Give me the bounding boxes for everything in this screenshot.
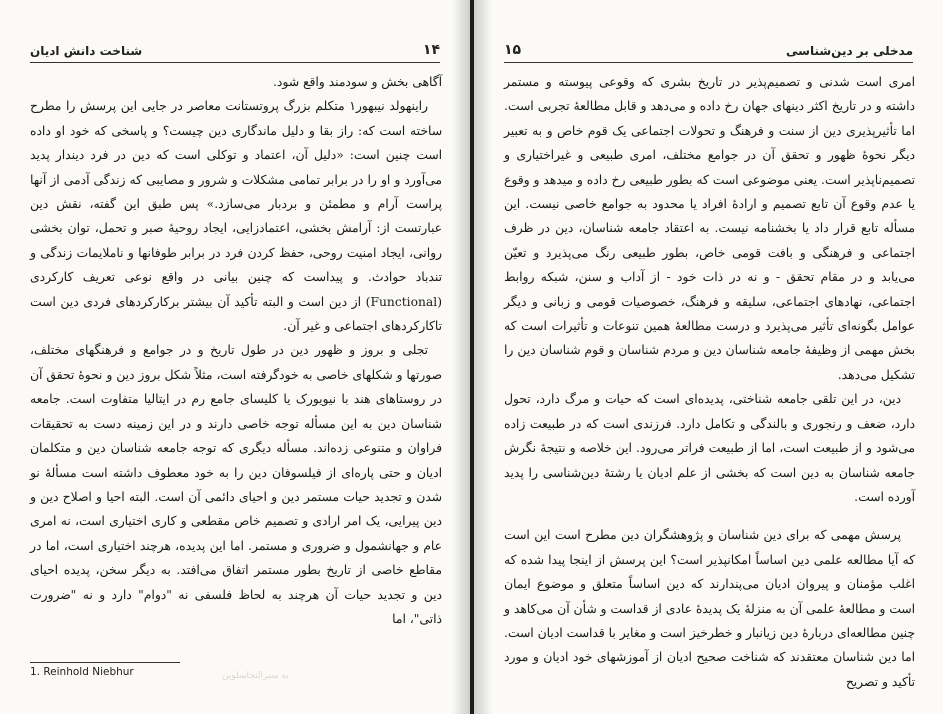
paragraph: آگاهی بخش و سودمند واقع شود. — [273, 75, 442, 89]
right-page-body — [504, 70, 915, 694]
paragraph: راینهولد نیبهور۱ متکلم بزرگ پروتستانت معاصر در جایی این پرسش را مطرح ساخته است که: راز بقا و دلیل ماندگاری دین چیست؟ و پاسخی که خود او داده است چنین است: «دلیل آن، اعتماد و توکلی است که دین در فرد دیندار پدید می‌آورد و او را در برابر تمامی مشکلات و شرور و مصایبی که زندگی آدمی از آنها پراست آرام و مطمئن و بردبار می‌سازد.» پس طبق این گفته، نقش دین عبارتست از: آرامش بخشی، اعتمادزایی، ایجاد روحیهٔ صبر و تحمل، توان بخشی روانی، ایجاد امنیت روحی، حفظ کردن فرد در برابر طوفانها و ناملایمات زندگی و تندباد حوادث. و پیداست که چنین بیانی در واقع نوعی تعریف کارکردی (Functional) از دین است و البته تأکید آن بیشتر برکارکردهای فردی دین است تاکارکردهای اجتماعی و غیر آن. — [30, 99, 442, 334]
gutter-shadow — [452, 0, 470, 714]
left-page — [0, 0, 470, 714]
header-rule — [30, 62, 440, 63]
running-title: شناخت دانش ادیان — [30, 44, 143, 58]
paragraph: دین، در این تلقی جامعه شناختی، پدیده‌ای است که حیات و مرگ دارد، تحول دارد، ضعف و رنجوری و بالندگی و تکامل دارد. فرزندی است که در طبیعت زاده می‌شود و از طبیعت است، اما از طبیعت فراتر می‌رود. این خلاصه و نتیجهٔ نگرش جامعه شناسان به دین است که بخشی از علم ادیان یا رشتهٔ دین‌شناسی را پدید آورده است. — [504, 392, 915, 504]
footnote-rule — [30, 662, 180, 663]
paragraph: امری است شدنی و تصمیم‌پذیر در تاریخ بشری که وقوعی پیوسته و مستمر داشته و در تاریخ اکثر دینهای جهان رخ داده و می‌دهد و قابل مطالعهٔ تجربی است. اما تأثیرپذیری دین از سنت و فرهنگ و تحولات اجتماعی یک قوم خاص و به تعبیر دیگر نحوهٔ ظهور و تحقق آن در جوامع مختلف، امری طبیعی و غیراختیاری و تصمیم‌ناپذیر است. یعنی موضوعی است که بطور طبیعی رخ داده و میدهد و وقوع یا عدم وقوع آن تابع تصمیم و ارادهٔ افراد یا محدود به جوامع خاصی نیست. این مسأله تابع قرار داد یا بخشنامه نیست. به اعتقاد جامعه شناسان، دین در ظرف اجتماعی و فرهنگی و بافت قومی خاص، بطور طبیعی رنگ می‌پذیرد و تعیّن می‌یابد و در مقام تحقق - و نه در ذات خود - از آداب و سنن، شبکه روابط اجتماعی، نهادهای اجتماعی، سلیقه و فرهنگ، خصوصیات قومی و زبانی و دیگر عوامل بگونه‌ای تأثیر می‌پذیرد و درست مطالعهٔ همین تنوعات و تأثیرات است که بخش مهمی از وظیفهٔ جامعه شناسان دین و مردم شناسان و قوم شناسان دین را تشکیل می‌دهد. — [504, 75, 915, 382]
page-number: ۱۵ — [504, 42, 522, 58]
page-number: ۱۴ — [422, 42, 440, 58]
left-page-body — [30, 70, 442, 631]
right-page-header — [504, 38, 913, 58]
running-title: مدخلی بر دین‌شناسی — [786, 44, 913, 58]
gutter-shadow — [474, 0, 492, 714]
footnote: 1. Reinhold Niebhur — [30, 666, 134, 678]
paragraph: تجلی و بروز و ظهور دین در طول تاریخ و در جوامع و فرهنگهای مختلف، صورتها و شکلهای خاصی به خودگرفته است، مثلاً شکل بروز دین و نحوهٔ تحقق آن در روستاهای هند با نیویورک یا کلیسای جامع رم در ایتالیا متفاوت است. جامعه شناسان دین به این مسأله توجه خاصی دارند و در این زمینه دست به تحقیقات فراوان و متنوعی زده‌اند. مسأله دیگری که توجه جامعه شناسان دین و متکلمان ادیان و حتی پاره‌ای از فیلسوفان دین را به خود معطوف داشته است مسألهٔ نو شدن و تجدید حیات مستمر دین و احیای دائمی آن است. البته احیا و اصلاح دین و دین پیرایی، یک امر ارادی و تصمیم خاص مقطعی و کاری اختیاری است، نه امری عام و جهانشمول و ضروری و مستمر. اما این پدیده، هرچند اختیاری است، اما در مقاطع خاصی از تاریخ بطور مستمر اتفاق می‌افتد. به دیگر سخن، پدیده احیای دین و تجدید حیات آن هرچند به لحاظ فلسفی نه "دوام" دارد و نه "ضرورت ذاتی"، اما — [30, 343, 442, 626]
header-rule — [504, 62, 913, 63]
right-page — [474, 0, 943, 714]
paragraph: پرسش مهمی که برای دین شناسان و پژوهشگران دین مطرح است این است که آیا مطالعه علمی دین اساساً امکانپذیر است؟ این پرسش از اینجا پیدا شده که اغلب مؤمنان و پیروان ادیان می‌پندارند که دین اساساً متعلق و موضوع ایمان است و مطالعهٔ علمی آن به منزلهٔ یک پدیدهٔ عادی از قداست و شأن آن می‌کاهد و چنین مطالعه‌ای دربارهٔ دین زیانبار و خطرخیز است و مغایر با قداست ادیان است. اما دین شناسان معتقدند که شناخت صحیح ادیان از آموزشهای خود ادیان و مورد تأکید و تصریح — [504, 528, 915, 689]
bleed-through-text: به سیرالنجاسلوین — [222, 671, 289, 681]
left-page-header — [30, 38, 440, 58]
